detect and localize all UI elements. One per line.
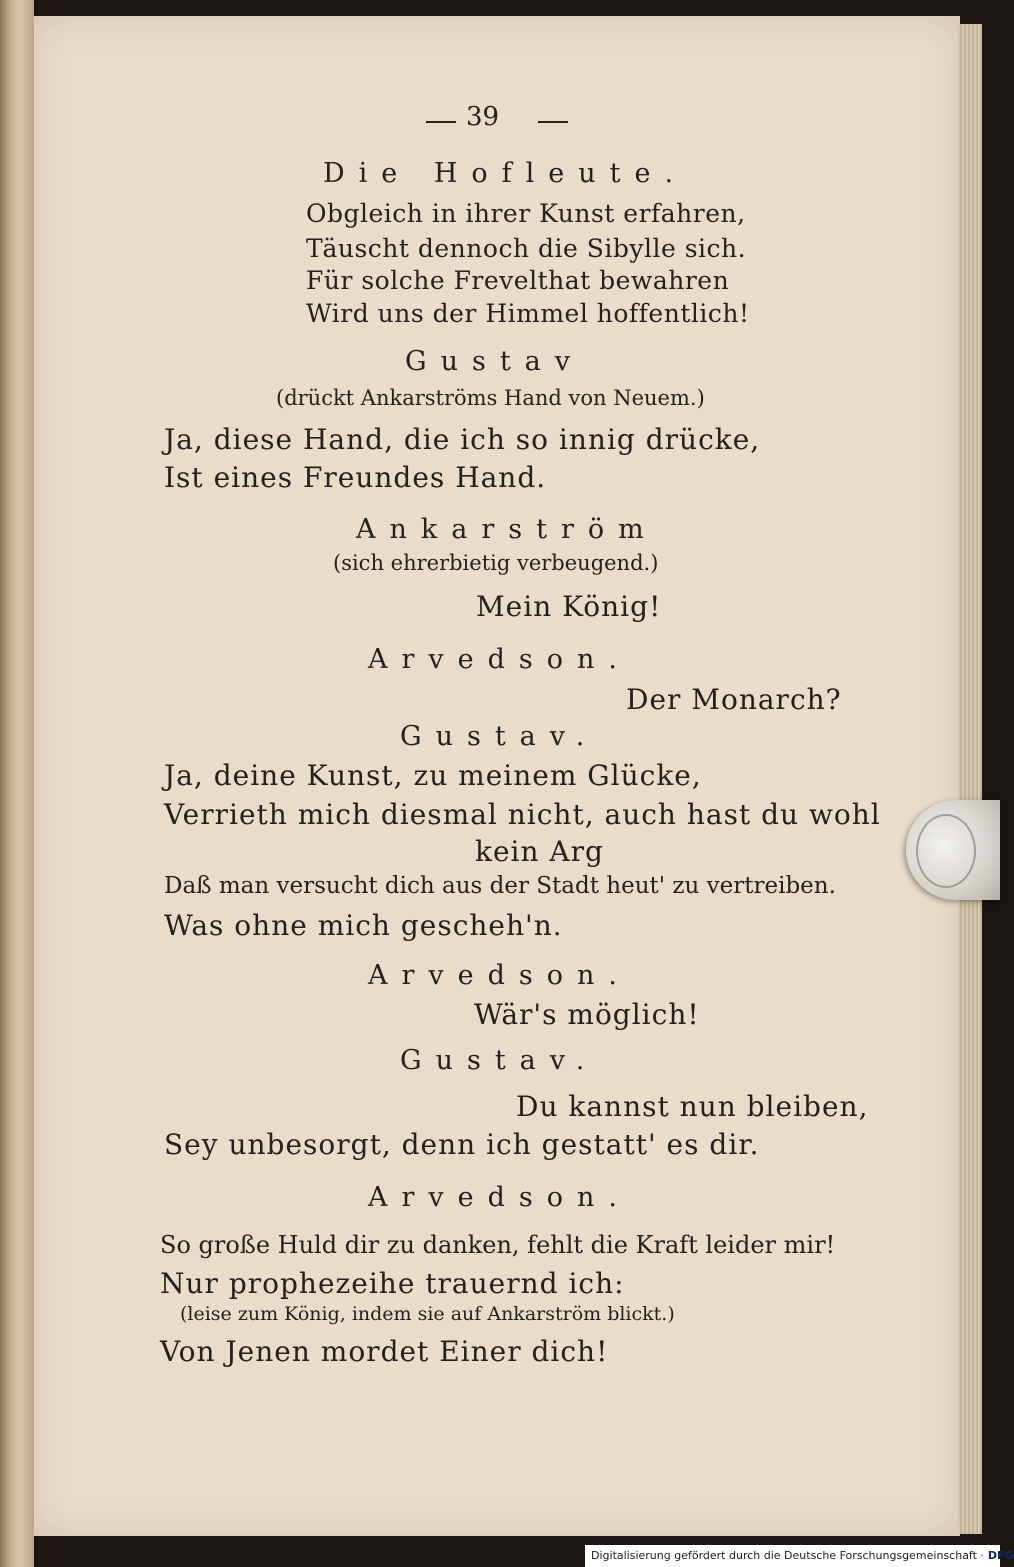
digitization-credit xyxy=(585,1545,1014,1567)
stage-direction: (leise zum König, indem sie auf Ankarström blickt.) xyxy=(180,1303,675,1325)
speaker-name: Gustav. xyxy=(400,721,599,752)
verse-line: Was ohne mich gescheh'n. xyxy=(164,909,563,942)
speaker-name: Die Hofleute. xyxy=(323,158,688,189)
verse-line: kein Arg xyxy=(475,835,604,868)
verse-line: Verrieth mich diesmal nicht, auch hast du wohl xyxy=(164,798,881,831)
credit-text: Digitalisierung gefördert durch die Deutsche Forschungsgemeinschaft · xyxy=(591,1549,984,1562)
verse-line: Sey unbesorgt, denn ich gestatt' es dir. xyxy=(164,1128,760,1161)
speaker-name: Arvedson. xyxy=(368,1182,632,1213)
page-clip xyxy=(906,800,1000,900)
speaker-name: Gustav. xyxy=(400,1045,599,1076)
verse-line: Daß man versucht dich aus der Stadt heut' zu vertreiben. xyxy=(164,873,836,899)
verse-line: Obgleich in ihrer Kunst erfahren, xyxy=(306,199,746,228)
speaker-name: Ankarström xyxy=(356,514,658,545)
facing-page-edge xyxy=(0,0,34,1567)
verse-line: Wär's möglich! xyxy=(474,998,700,1031)
verse-line: So große Huld dir zu danken, fehlt die Kraft leider mir! xyxy=(160,1231,836,1259)
verse-line: Von Jenen mordet Einer dich! xyxy=(160,1335,609,1368)
page-stack-edge xyxy=(958,24,982,1534)
stage-direction: (drückt Ankarströms Hand von Neuem.) xyxy=(276,386,705,410)
speaker-name: Arvedson. xyxy=(368,960,632,991)
speaker-name: Arvedson. xyxy=(368,644,632,675)
verse-line: Ja, diese Hand, die ich so innig drücke, xyxy=(164,423,761,456)
page-number: 39 xyxy=(466,102,500,132)
verse-line: Mein König! xyxy=(476,590,662,623)
verse-line: Täuscht dennoch die Sibylle sich. xyxy=(306,234,747,263)
page-number-dash-left xyxy=(426,121,456,123)
verse-line: Für solche Frevelthat bewahren xyxy=(306,266,730,295)
verse-line: Nur prophezeihe trauernd ich: xyxy=(160,1267,625,1300)
dfg-logo: DFG xyxy=(987,1549,1014,1562)
verse-line: Wird uns der Himmel hoffentlich! xyxy=(306,299,750,328)
verse-line: Ja, deine Kunst, zu meinem Glücke, xyxy=(164,759,702,792)
verse-line: Ist eines Freundes Hand. xyxy=(164,461,547,494)
stage-direction: (sich ehrerbietig verbeugend.) xyxy=(333,551,659,575)
speaker-name: Gustav xyxy=(405,346,585,377)
verse-line: Der Monarch? xyxy=(626,683,842,716)
page-number-dash-right xyxy=(538,121,568,123)
verse-line: Du kannst nun bleiben, xyxy=(516,1090,869,1123)
